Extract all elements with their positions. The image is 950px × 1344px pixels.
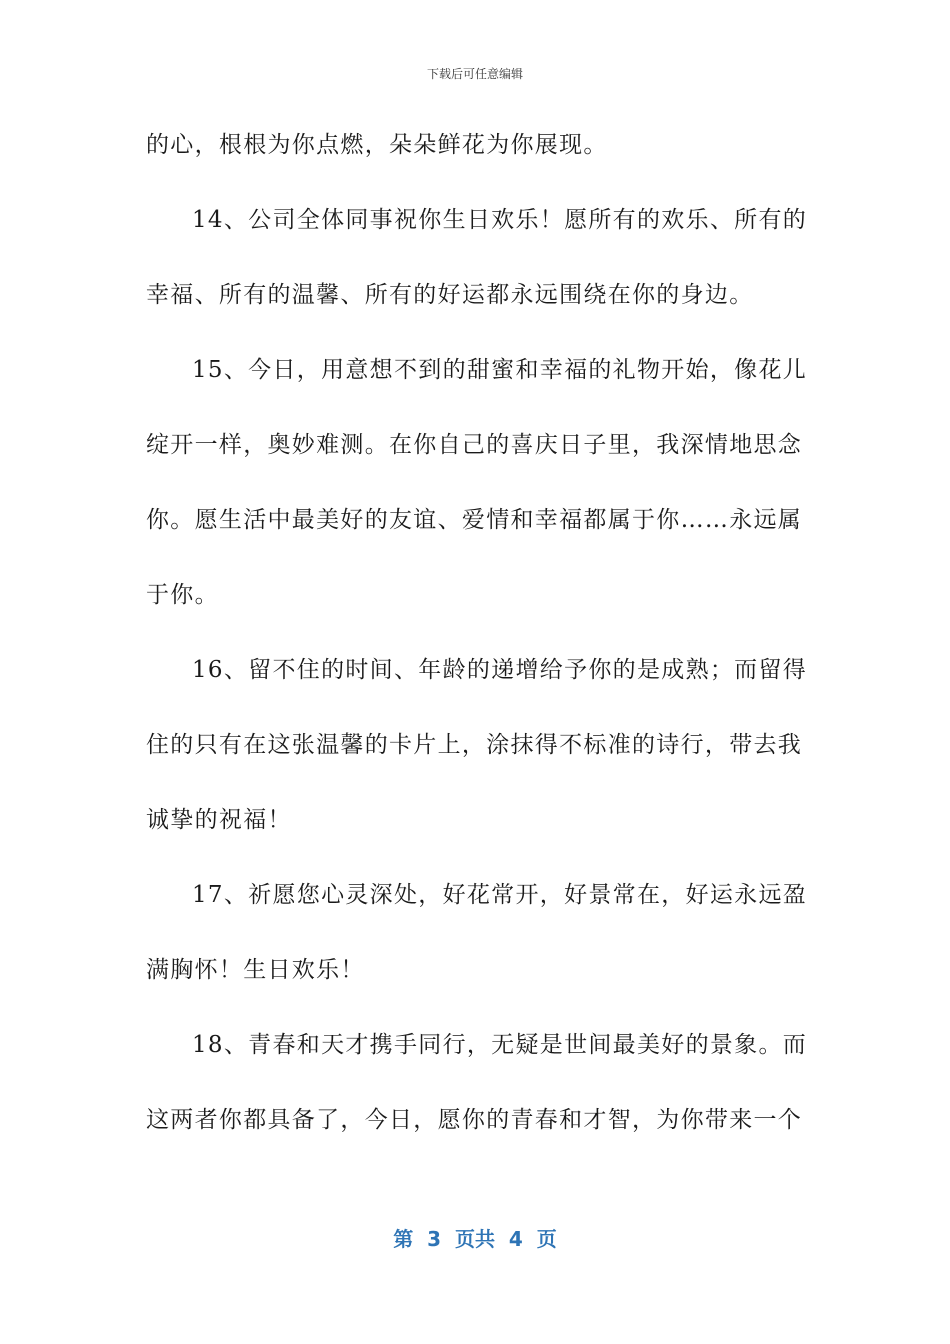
paragraph-18-line-1: 18、青春和天才携手同行，无疑是世间最美好的景象。而 [192, 1032, 808, 1058]
paragraph-14-line-1: 14、公司全体同事祝你生日欢乐！愿所有的欢乐、所有的 [192, 207, 808, 233]
page-number-footer: 第 3 页共 4 页 [393, 1227, 557, 1251]
paragraph-17-line-2: 满胸怀！生日欢乐！ [146, 957, 365, 983]
paragraph-16-line-2: 住的只有在这张温馨的卡片上，涂抹得不标准的诗行，带去我 [146, 732, 803, 758]
text-line-1: 的心，根根为你点燃，朵朵鲜花为你展现。 [146, 132, 608, 158]
document-body [146, 108, 808, 1158]
paragraph-16-line-3: 诚挚的祝福！ [146, 807, 292, 833]
paragraph-15-line-1: 15、今日，用意想不到的甜蜜和幸福的礼物开始，像花儿 [192, 357, 808, 383]
paragraph-17-line-1: 17、祈愿您心灵深处，好花常开，好景常在，好运永远盈 [192, 882, 808, 908]
paragraph-15-line-4: 于你。 [146, 582, 219, 608]
paragraph-18-line-2: 这两者你都具备了，今日，愿你的青春和才智，为你带来一个 [146, 1107, 803, 1133]
paragraph-15-line-2: 绽开一样，奥妙难测。在你自己的喜庆日子里，我深情地思念 [146, 432, 803, 458]
paragraph-16-line-1: 16、留不住的时间、年龄的递增给予你的是成熟；而留得 [192, 657, 808, 683]
paragraph-15-line-3: 你。愿生活中最美好的友谊、爱情和幸福都属于你……永远属 [146, 507, 803, 533]
page-header: 下载后可任意编辑 [426, 67, 523, 81]
paragraph-14-line-2: 幸福、所有的温馨、所有的好运都永远围绕在你的身边。 [146, 282, 754, 308]
